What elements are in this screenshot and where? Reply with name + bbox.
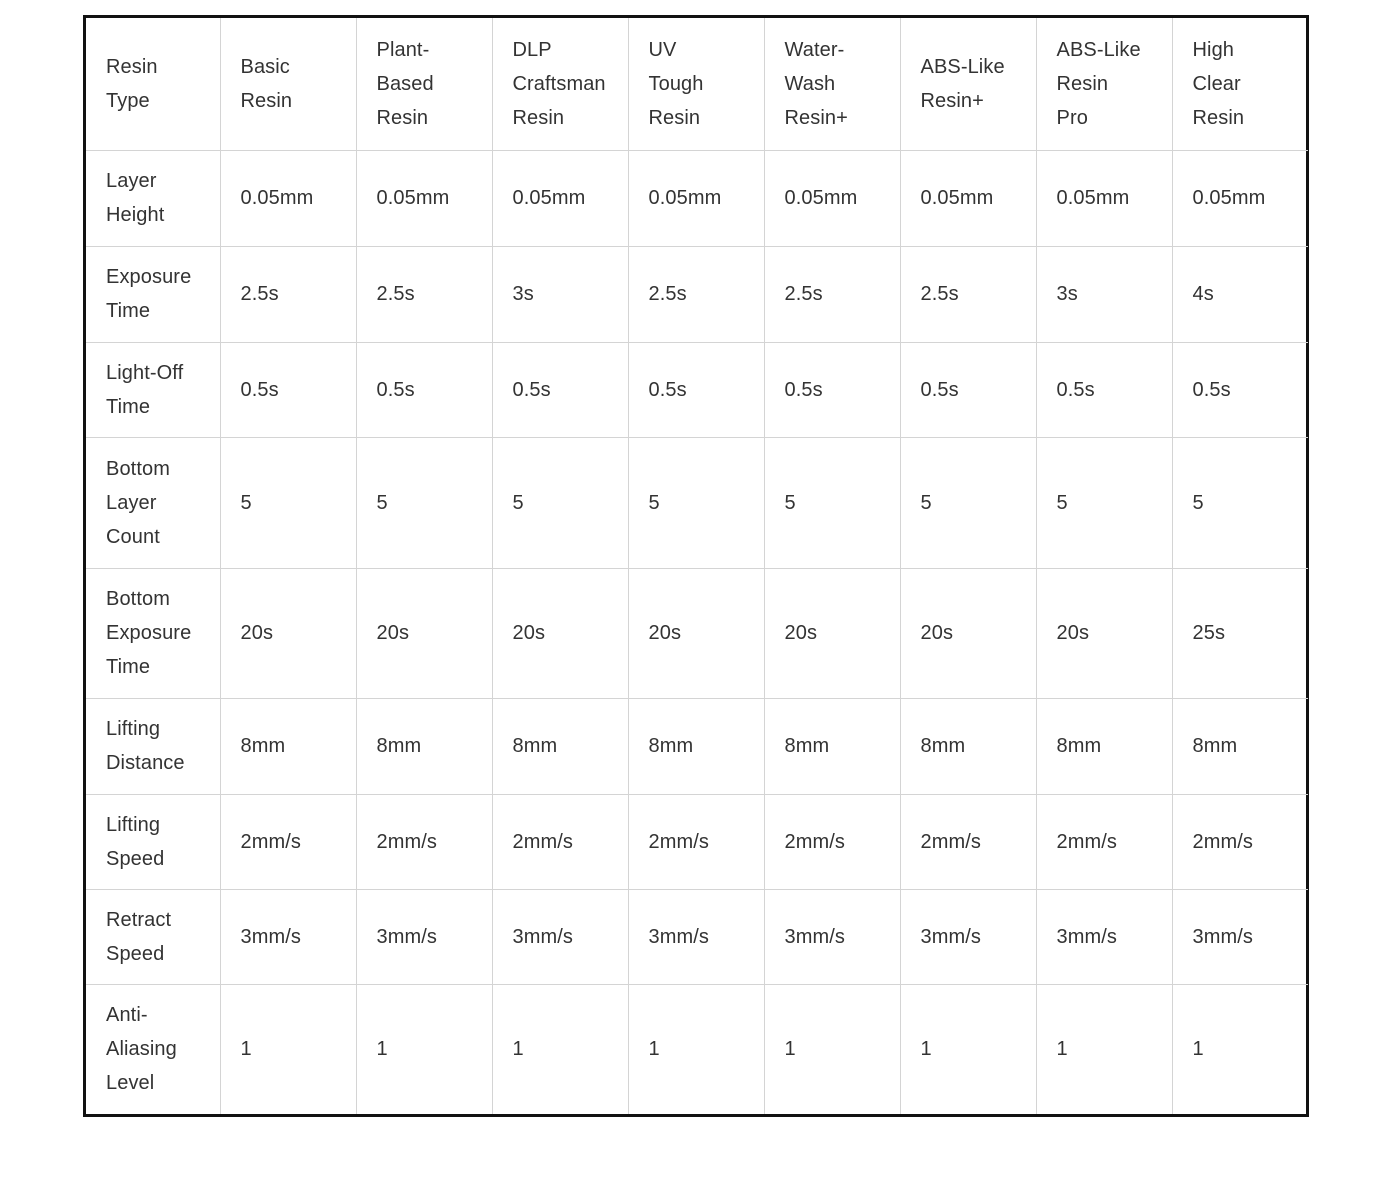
table-row [86,437,1308,568]
cell-text-line: Count [106,525,160,548]
cell-text-line: Resin [1192,106,1245,129]
value-cell: 0.05mm [356,150,492,246]
value-cell: 1 [764,984,900,1114]
value-cell: 0.5s [492,342,628,437]
value-cell: 0.5s [220,342,356,437]
value-cell: 2mm/s [900,794,1036,889]
value-cell: 25s [1172,568,1308,698]
cell-text-line: Resin+ [784,106,848,129]
table-row [86,889,1308,984]
value-cell: 3s [1036,246,1172,342]
cell-text-line: High [1192,38,1235,61]
value-cell: 1 [220,984,356,1114]
value-cell: 1 [356,984,492,1114]
cell-text-line: DLP [512,38,552,61]
cell-text-line: Resin [240,89,293,112]
cell-text-line: Speed [106,942,165,965]
header-cell-resin-name [764,18,900,150]
cell-text-line: Pro [1056,106,1088,129]
table-row [86,246,1308,342]
row-label-cell [86,698,220,794]
value-cell: 8mm [492,698,628,794]
value-cell: 2mm/s [628,794,764,889]
cell-text-line: ABS-Like [920,55,1005,78]
row-label-cell [86,889,220,984]
value-cell: 3mm/s [492,889,628,984]
cell-text-line: Anti- [106,1004,148,1027]
value-cell: 8mm [1172,698,1308,794]
header-cell-resin-name [356,18,492,150]
value-cell: 0.5s [1172,342,1308,437]
header-cell-resin-name [220,18,356,150]
cell-text-line: Clear [1192,72,1241,95]
value-cell: 8mm [628,698,764,794]
header-cell-resin-name [1172,18,1308,150]
cell-text-line: Resin [648,106,701,129]
cell-text-line: Time [106,395,151,418]
cell-text-line: Aliasing [106,1038,177,1061]
cell-text-line: Speed [106,847,165,870]
value-cell: 1 [900,984,1036,1114]
cell-text-line: Resin+ [920,89,984,112]
value-cell: 5 [356,437,492,568]
value-cell: 3mm/s [764,889,900,984]
value-cell: 8mm [356,698,492,794]
value-cell: 20s [900,568,1036,698]
cell-text-line: Based [376,72,434,95]
value-cell: 0.05mm [220,150,356,246]
value-cell: 5 [628,437,764,568]
value-cell: 8mm [764,698,900,794]
cell-text-line: Distance [106,752,185,774]
cell-text-line: Basic [240,55,290,78]
row-label-cell [86,246,220,342]
value-cell: 1 [492,984,628,1114]
value-cell: 2mm/s [220,794,356,889]
cell-text-line: Resin [1056,72,1109,95]
value-cell: 2mm/s [764,794,900,889]
cell-text-line: Exposure [106,266,192,288]
value-cell: 3mm/s [1036,889,1172,984]
row-label-cell [86,150,220,246]
table-header-row [86,18,1308,150]
cell-text-line: UV [648,38,677,61]
value-cell: 0.5s [900,342,1036,437]
value-cell: 3s [492,246,628,342]
value-cell: 8mm [1036,698,1172,794]
value-cell: 3mm/s [220,889,356,984]
value-cell: 2mm/s [492,794,628,889]
value-cell: 0.05mm [1036,150,1172,246]
value-cell: 2mm/s [356,794,492,889]
cell-text-line: Plant- [376,38,430,61]
cell-text-line: Light-Off [106,361,184,384]
value-cell: 0.05mm [900,150,1036,246]
cell-text-line: Layer [106,491,157,514]
header-cell-resin-name [900,18,1036,150]
value-cell: 20s [356,568,492,698]
value-cell: 2.5s [356,246,492,342]
value-cell: 0.05mm [628,150,764,246]
value-cell: 2.5s [764,246,900,342]
header-cell-resin-type [86,18,220,150]
cell-text-line: Tough [648,72,704,95]
value-cell: 20s [1036,568,1172,698]
value-cell: 2mm/s [1036,794,1172,889]
value-cell: 1 [628,984,764,1114]
cell-text-line: Lifting [106,813,161,836]
resin-settings-table [86,18,1308,1114]
cell-text-line: Retract [106,908,172,931]
value-cell: 3mm/s [900,889,1036,984]
value-cell: 0.5s [1036,342,1172,437]
row-label-cell [86,984,220,1114]
cell-text-line: Height [106,204,165,226]
cell-text-line: Resin [106,55,158,78]
value-cell: 1 [1192,1038,1204,1061]
value-cell: 0.5s [764,342,900,437]
value-cell: 2mm/s [1172,794,1308,889]
value-cell: 20s [492,568,628,698]
table-row [86,150,1308,246]
row-label-cell [86,794,220,889]
value-cell: 0.05mm [492,150,628,246]
value-cell: 3mm/s [1172,889,1308,984]
value-cell: 0.5s [628,342,764,437]
value-cell: 0.05mm [764,150,900,246]
table-row [86,568,1308,698]
cell-text-line: Layer [106,170,157,192]
value-cell: 5 [492,437,628,568]
header-cell-resin-name [1036,18,1172,150]
value-cell: 3mm/s [628,889,764,984]
cell-text-line: Time [106,300,151,322]
value-cell: 1 [1036,984,1172,1114]
value-cell: 5 [764,437,900,568]
value-cell: 4s [1172,246,1308,342]
row-label-cell [86,437,220,568]
header-cell-resin-name [492,18,628,150]
cell-text-line: ABS-Like [1056,38,1141,61]
cell-text-line: Bottom [106,588,170,610]
header-cell-resin-name [628,18,764,150]
cell-text-line: Lifting [106,718,161,740]
table-row [86,794,1308,889]
cell-text-line: Resin [376,106,429,129]
table-row [86,698,1308,794]
value-cell: 0.05mm [1172,150,1308,246]
cell-text-line: Craftsman [512,72,606,95]
value-cell: 5 [1036,437,1172,568]
cell-text-line: Exposure [106,622,192,644]
table-row [86,984,1308,1114]
cell-text-line: Level [106,1072,155,1095]
row-label-cell [86,342,220,437]
value-cell: 0.5s [356,342,492,437]
cell-text-line: Resin [512,106,565,129]
cell-text-line: Wash [784,72,836,95]
cell-text-line: Water- [784,38,845,61]
value-cell: 8mm [220,698,356,794]
row-label-cell [86,568,220,698]
value-cell: 20s [764,568,900,698]
value-cell: 3mm/s [356,889,492,984]
value-cell: 20s [628,568,764,698]
value-cell: 8mm [900,698,1036,794]
cell-text-line: Type [106,89,150,112]
cell-text-line: Bottom [106,457,170,480]
value-cell: 5 [220,437,356,568]
value-cell: 2.5s [900,246,1036,342]
table-row [86,342,1308,437]
resin-settings-table-frame [83,15,1309,1117]
value-cell: 2.5s [628,246,764,342]
value-cell: 2.5s [220,246,356,342]
cell-text-line: Time [106,656,151,678]
value-cell: 5 [1172,437,1308,568]
value-cell: 5 [900,437,1036,568]
value-cell: 20s [220,568,356,698]
